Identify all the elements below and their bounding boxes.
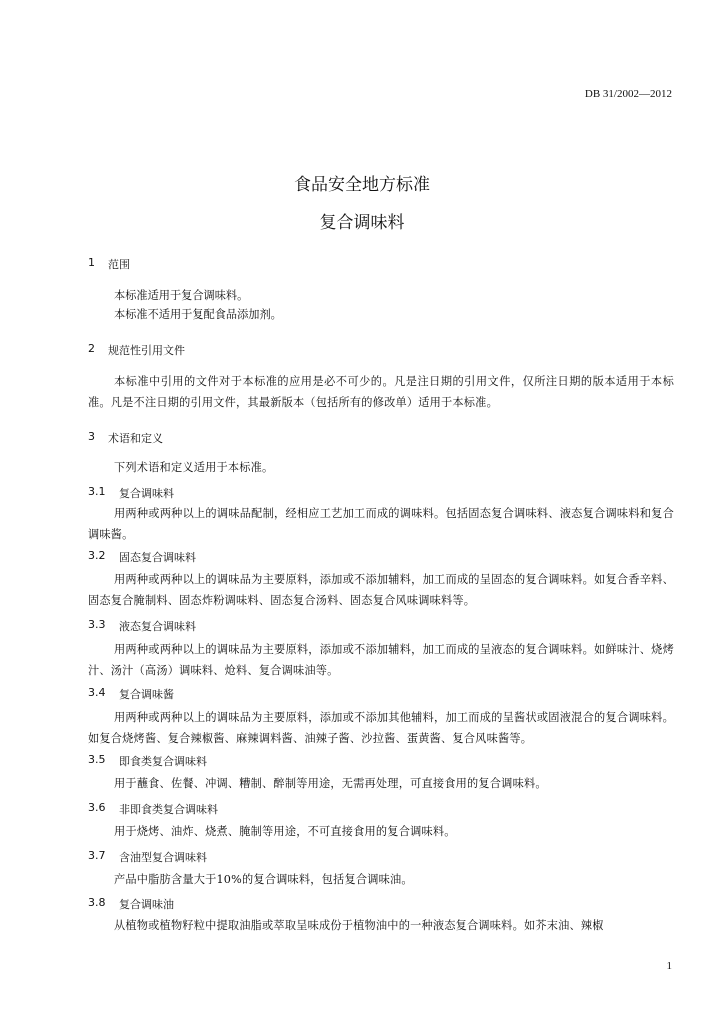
section-number: 3.6 (88, 801, 106, 814)
section-3-7-paragraph: 产品中脂肪含量大于10%的复合调味料，包括复合调味油。 (114, 873, 413, 886)
section-title: 液态复合调味料 (119, 620, 196, 633)
section-heading-3 (88, 430, 674, 446)
section-title: 复合调味料 (119, 487, 174, 500)
section-number: 3 (88, 430, 95, 443)
document-title: 食品安全地方标准 (294, 175, 430, 195)
section-3-8-paragraph: 从植物或植物籽粒中提取油脂或萃取呈味成份于植物油中的一种液态复合调味料。如芥末油、辣椒 (114, 919, 604, 932)
section-number: 1 (88, 256, 95, 269)
section-heading-3-3 (88, 618, 674, 634)
section-title: 非即食类复合调味料 (119, 803, 218, 816)
section-heading-3-8 (88, 896, 674, 912)
section-heading-3-2 (88, 549, 674, 565)
section-number: 3.1 (88, 485, 106, 498)
section-heading-1 (88, 256, 674, 272)
section-title: 固态复合调味料 (119, 551, 196, 564)
section-3-4-paragraph: 用两种或两种以上的调味品为主要原料，添加或不添加其他辅料，加工而成的呈酱状或固液混合的复合调味料。如复合烧烤酱、复合辣椒酱、麻辣调料酱、油辣子酱、沙拉酱、蛋黄酱、复合风味酱等。 (88, 711, 674, 745)
section-title: 术语和定义 (108, 432, 163, 445)
section-heading-3-6 (88, 801, 674, 817)
section-title: 即食类复合调味料 (119, 755, 207, 768)
section-number: 3.7 (88, 849, 106, 862)
section-heading-2 (88, 342, 674, 358)
section-number: 3.4 (88, 686, 106, 699)
section-number: 2 (88, 342, 95, 355)
section-3-paragraph: 下列术语和定义适用于本标准。 (114, 461, 274, 474)
section-3-3-paragraph: 用两种或两种以上的调味品为主要原料，添加或不添加辅料，加工而成的呈液态的复合调味料。如鲜味汁、烧烤汁、汤汁（高汤）调味料、炝料、复合调味油等。 (88, 643, 674, 677)
section-title: 规范性引用文件 (108, 344, 185, 357)
section-heading-3-7 (88, 849, 674, 865)
section-title: 复合调味酱 (119, 688, 174, 701)
section-number: 3.3 (88, 618, 106, 631)
section-heading-3-1 (88, 485, 674, 501)
section-2-paragraph: 本标准中引用的文件对于本标准的应用是必不可少的。凡是注日期的引用文件，仅所注日期的版本适用于本标准。凡是不注日期的引用文件，其最新版本（包括所有的修改单）适用于本标准。 (88, 375, 674, 409)
standard-code: DB 31/2002—2012 (584, 88, 672, 100)
section-title: 复合调味油 (119, 898, 174, 911)
section-1-line-2: 本标准不适用于复配食品添加剂。 (114, 308, 282, 321)
section-3-5-paragraph: 用于蘸食、佐餐、冲调、糟制、醉制等用途，无需再处理，可直接食用的复合调味料。 (114, 777, 547, 790)
section-number: 3.8 (88, 896, 106, 909)
section-3-6-paragraph: 用于烧烤、油炸、烧煮、腌制等用途，不可直接食用的复合调味料。 (114, 825, 456, 838)
section-number: 3.5 (88, 753, 106, 766)
section-1-line-1: 本标准适用于复合调味料。 (114, 289, 249, 302)
section-heading-3-4 (88, 686, 674, 702)
document-subtitle: 复合调味料 (319, 213, 405, 233)
section-title: 范围 (108, 258, 130, 271)
section-heading-3-5 (88, 753, 674, 769)
section-3-2-paragraph: 用两种或两种以上的调味品为主要原料，添加或不添加辅料，加工而成的呈固态的复合调味料。如复合香辛料、固态复合腌制料、固态炸粉调味料、固态复合汤料、固态复合风味调味料等。 (88, 573, 674, 607)
section-3-1-paragraph: 用两种或两种以上的调味品配制，经相应工艺加工而成的调味料。包括固态复合调味料、液态复合调味料和复合调味酱。 (88, 507, 674, 541)
section-number: 3.2 (88, 549, 106, 562)
section-title: 含油型复合调味料 (119, 851, 207, 864)
page-number: 1 (666, 960, 672, 972)
